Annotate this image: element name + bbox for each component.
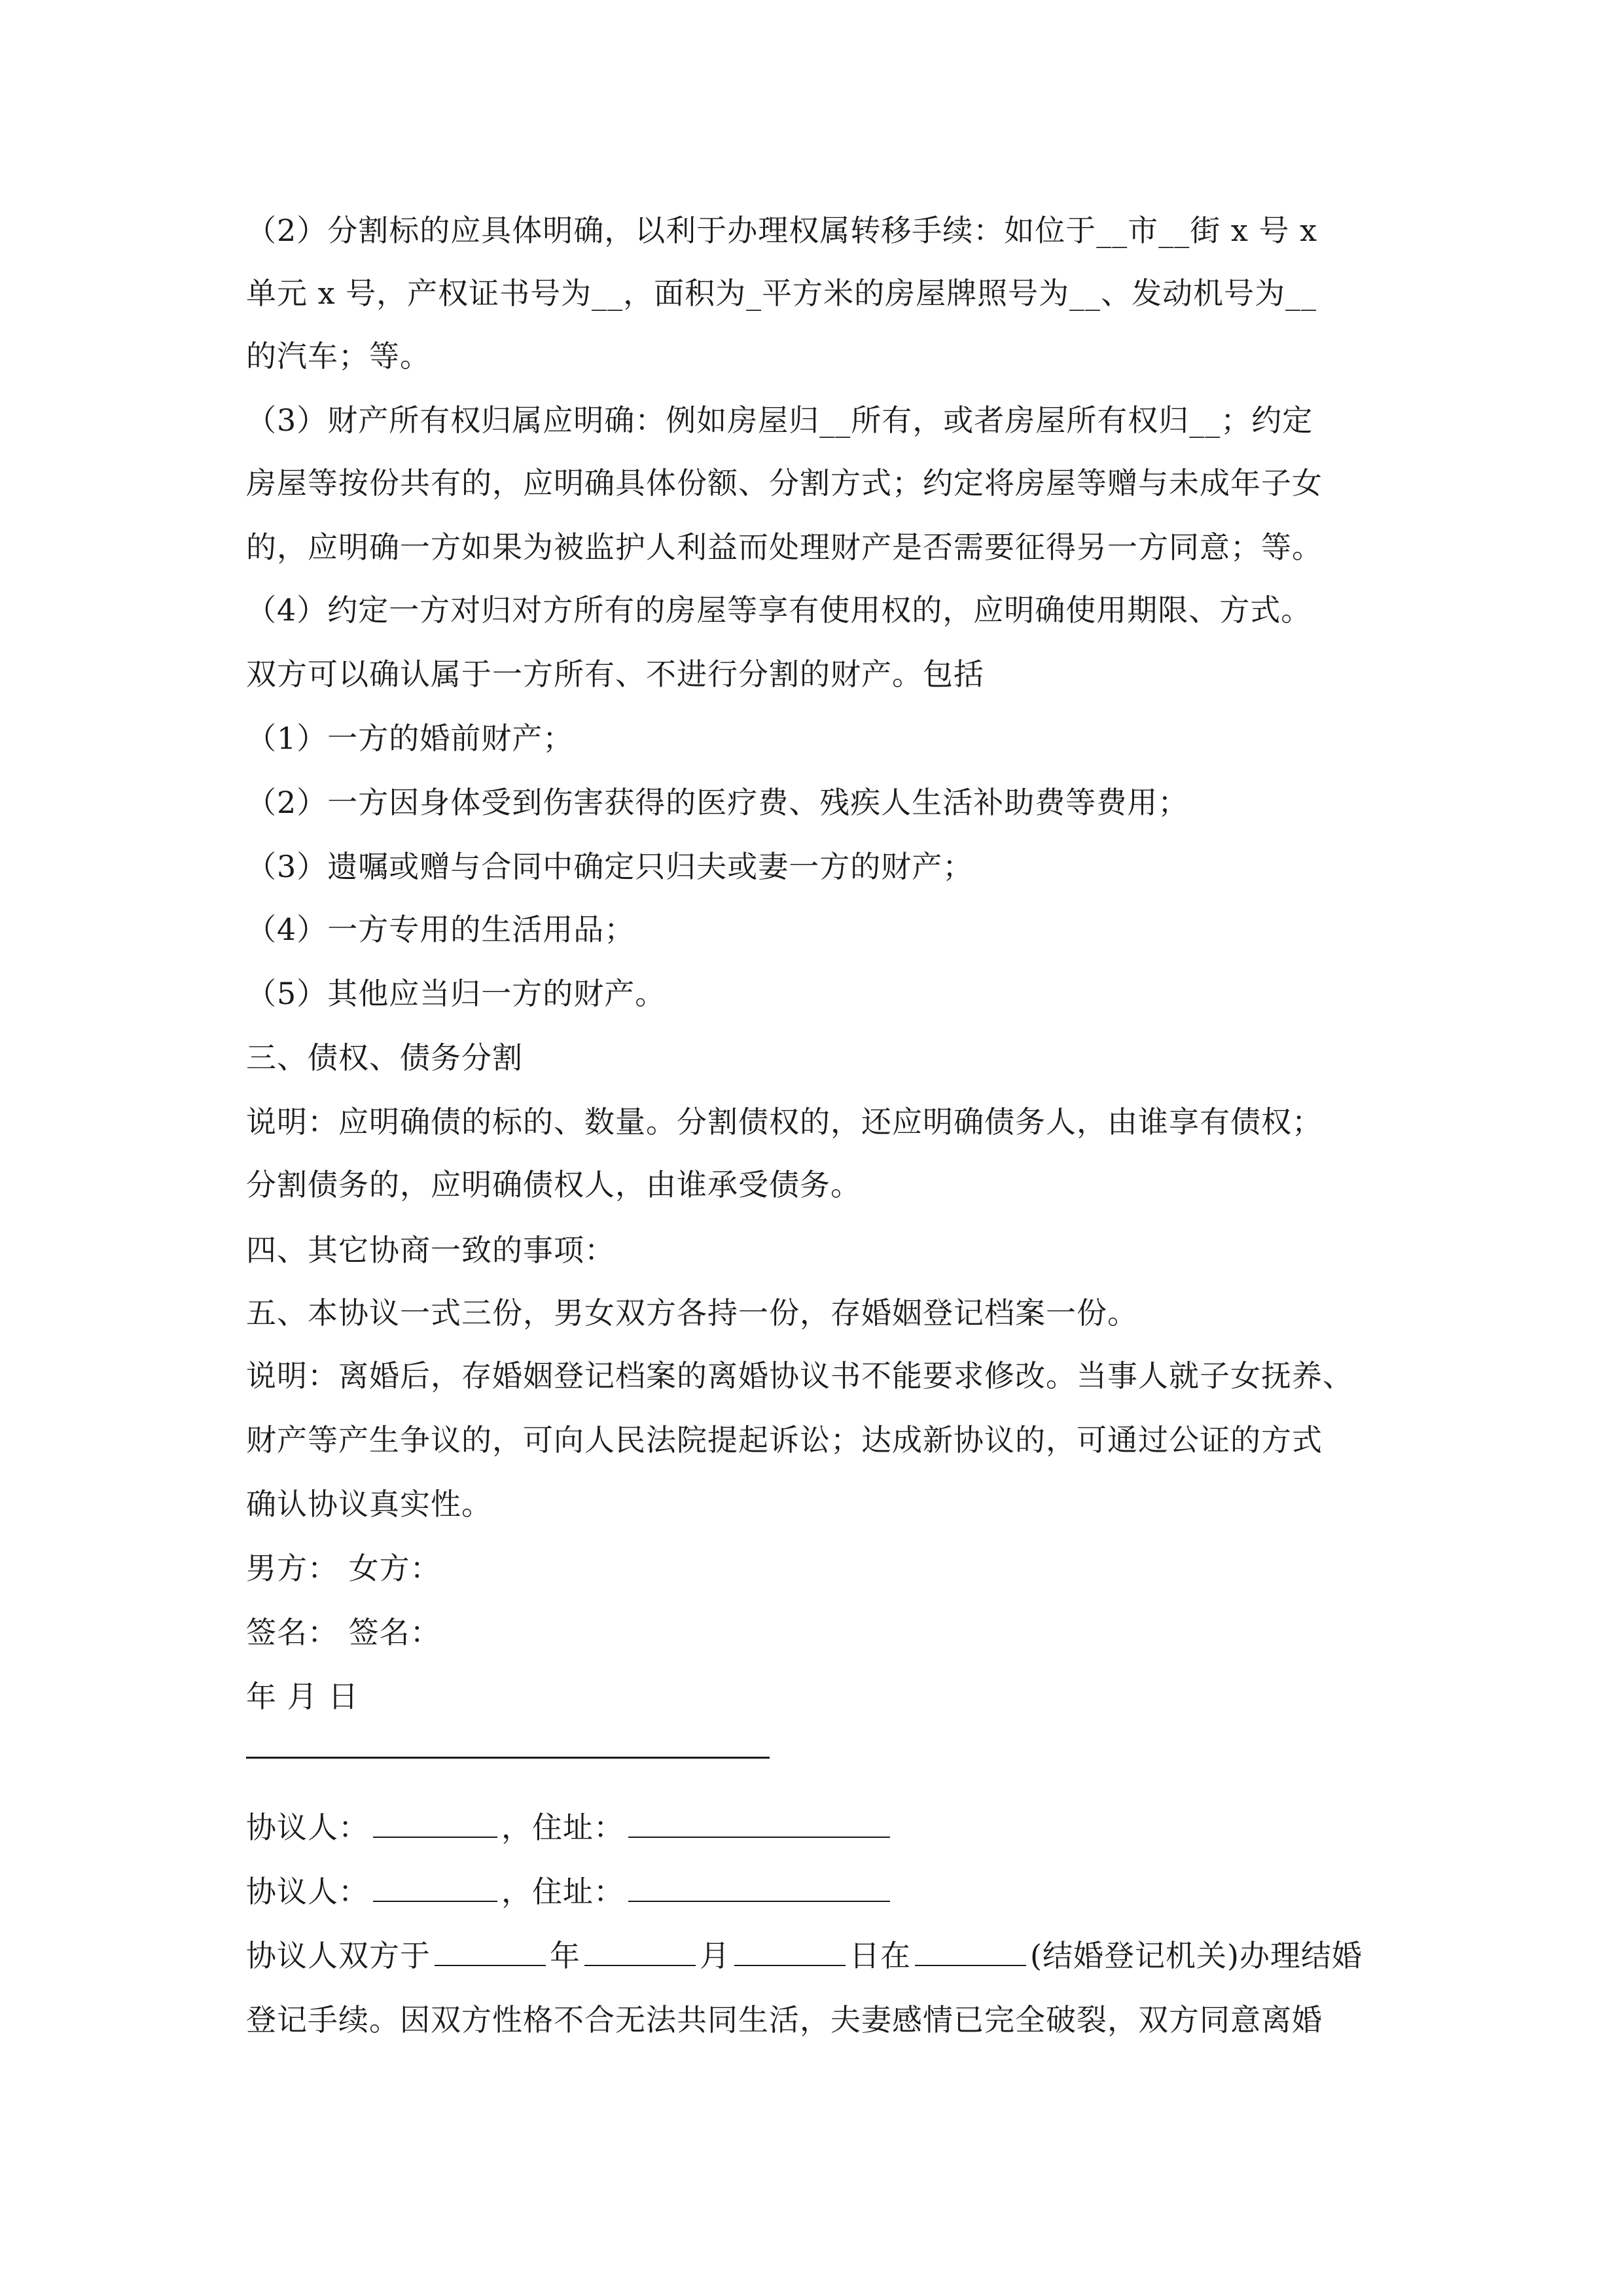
section-heading: 三、债权、债务分割 [246,1040,523,1075]
paragraph-line: 分割债务的，应明确债权人，由谁承受债务。 [246,1167,861,1202]
address-blank [628,1808,890,1838]
section-heading: 四、其它协商一致的事项： [246,1232,615,1268]
name-blank [373,1808,497,1838]
office-label: (结婚登记机关)办理结婚 [1030,1938,1363,1973]
office-blank [915,1936,1026,1966]
list-item: （1）一方的婚前财产； [246,721,574,756]
section-heading: 五、本协议一式三份，男女双方各持一份，存婚姻登记档案一份。 [246,1295,1138,1331]
signer-label: 协议人： [246,1810,369,1845]
signer-line [246,1808,894,1847]
list-item: （5）其他应当归一方的财产。 [246,976,666,1011]
address-label: ，住址： [501,1810,624,1845]
paragraph-line: 房屋等按份共有的，应明确具体份额、分割方式；约定将房屋等赠与未成年子女 [246,465,1323,501]
name-blank [373,1872,497,1902]
day-label: 日在 [849,1938,911,1973]
day-blank [734,1936,846,1966]
paragraph-line: （3）财产所有权归属应明确：例如房屋归__所有，或者房屋所有权归__；约定 [246,403,1313,438]
registration-prefix: 协议人双方于 [246,1938,431,1973]
month-blank [584,1936,696,1966]
separator-rule [246,1757,770,1759]
paragraph-line: 的，应明确一方如果为被监护人利益而处理财产是否需要征得另一方同意；等。 [246,529,1323,565]
paragraph-line: 的汽车；等。 [246,338,431,374]
paragraph-line: 说明：离婚后，存婚姻登记档案的离婚协议书不能要求修改。当事人就子女抚养、 [246,1358,1353,1393]
list-item: （2）一方因身体受到伤害获得的医疗费、残疾人生活补助费等费用； [246,785,1189,820]
year-label: 年 [550,1938,580,1973]
date-line: 年 月 日 [246,1679,359,1714]
signer-label: 协议人： [246,1874,369,1909]
paragraph-line: 财产等产生争议的，可向人民法院提起诉讼；达成新协议的，可通过公证的方式 [246,1422,1323,1458]
paragraph-line: 单元 x 号，产权证书号为__，面积为_平方米的房屋牌照号为__、发动机号为__ [246,276,1317,311]
year-blank [435,1936,546,1966]
list-item: （3）遗嘱或赠与合同中确定只归夫或妻一方的财产； [246,849,974,884]
address-blank [628,1872,890,1902]
month-label: 月 [700,1938,730,1973]
paragraph-line: 说明：应明确债的标的、数量。分割债权的，还应明确债务人，由谁享有债权； [246,1104,1323,1139]
signer-line [246,1872,894,1911]
paragraph-line: （4）约定一方对归对方所有的房屋等享有使用权的，应明确使用期限、方式。 [246,592,1312,628]
paragraph-line: 登记手续。因双方性格不合无法共同生活，夫妻感情已完全破裂，双方同意离婚 [246,2002,1323,2037]
paragraph-line: 双方可以确认属于一方所有、不进行分割的财产。包括 [246,656,984,692]
list-item: （4）一方专用的生活用品； [246,912,635,947]
registration-line [246,1936,1363,1975]
paragraph-line: 确认协议真实性。 [246,1486,492,1522]
signature-parties: 男方： 女方： [246,1551,441,1586]
address-label: ，住址： [501,1874,624,1909]
paragraph-line: （2）分割标的应具体明确，以利于办理权属转移手续：如位于__市__街 x 号 x [246,213,1318,248]
signature-names: 签名： 签名： [246,1615,441,1650]
